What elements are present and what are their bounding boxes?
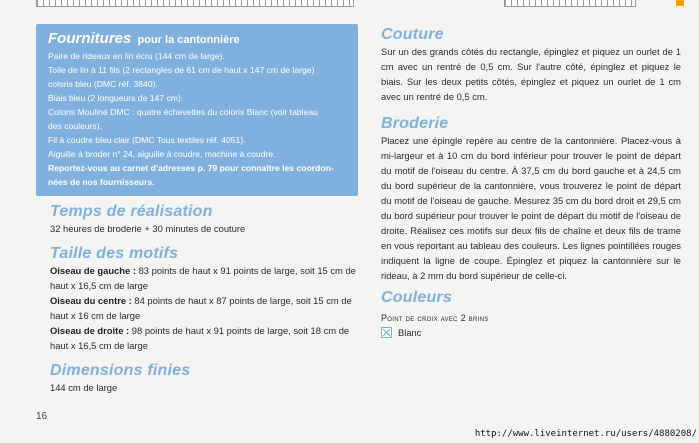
footer-url: http://www.liveinternet.ru/users/4880208/ [474, 429, 697, 439]
supplies-box [36, 24, 358, 196]
motif-text: 98 points de haut x 91 points de large, soit 18 cm de haut x 16,5 cm de large [50, 325, 350, 351]
supplies-line: Fil à coudre bleu clair (DMC Tous textiles réf. 4051). [48, 135, 246, 145]
stitch-label: Point de croix avec 2 brins [381, 313, 489, 323]
time-section [50, 203, 360, 236]
page-number: 16 [36, 411, 48, 422]
supplies-line: Biais bleu (2 longueurs de 147 cm). [48, 93, 184, 103]
supplies-line: coloris bleu (DMC réf. 3840). [48, 79, 158, 89]
grid-mark [676, 0, 684, 6]
dimensions-title: Dimensions finies [50, 362, 191, 379]
motif-label: Oiseau de droite : [50, 325, 130, 336]
supplies-line: des couleurs). [48, 121, 102, 131]
motifs-title: Taille des motifs [50, 245, 179, 262]
supplies-heading [48, 30, 348, 47]
supplies-subtitle: pour la cantonnière [137, 34, 240, 46]
supplies-line: Cotons Mouliné DMC : quatre échevettes du coloris Blanc (voir tableau [48, 107, 318, 117]
couture-text: Sur un des grands côtés du rectangle, épinglez et piquez un ourlet de 1 cm avec un rentré de 0,5 cm. Sur l'autre côté, épinglez et piquez le biais. Sur les deux petits côtés, épinglez et piquez un ourlet de 1 cm avec un rentré de 0,5 cm. [381, 46, 681, 102]
dimensions-text: 144 cm de large [50, 382, 118, 393]
couleurs-section [381, 289, 681, 338]
color-name: Blanc [398, 327, 422, 338]
color-row [381, 327, 681, 338]
cross-stitch-icon [381, 327, 392, 338]
supplies-line: Paire de rideaux en lin écru (144 cm de large). [48, 51, 225, 61]
supplies-line: Toile de lin à 11 fils (2 rectangles de 61 cm de haut x 147 cm de large) [48, 65, 315, 75]
supplies-line: Aiguille à broder n° 24, aiguille à coudre, machine à coudre. [48, 149, 276, 159]
motif-item [50, 323, 360, 353]
time-text: 32 heures de broderie + 30 minutes de couture [50, 223, 246, 234]
grid-strip-right [504, 0, 636, 7]
motif-text: 84 points de haut x 87 points de large, soit 15 cm de haut x 16 cm de large [50, 295, 352, 321]
motif-item [50, 263, 360, 293]
broderie-text: Placez une épingle repère au centre de la cantonnière. Placez-vous à mi-largeur et à 10 cm du bord inférieur pour trouver le point de départ du motif de l'oiseau du centre. À 37,5 cm du bord gauche et à 24,5 cm du bord supérieur de la cantonnière, vous trouverez le point de départ du motif de l'oiseau de gauche. Mesurez 35 cm du bord droit et 29,5 cm du bord supérieur pour trouver le point de départ du motif de l'oiseau de droite. Réalisez ces motifs sur deux fils de chaîne et deux fils de trame en vous reportant au tableau des couleurs. Les lignes pointillées rouges indiquent la ligne de coupe. Épinglez et piquez la cantonnière sur le rideau, à 2 mm du bord supérieur de celle-ci. [381, 135, 681, 281]
supplies-title: Fournitures [48, 30, 132, 47]
dimensions-section [50, 362, 360, 395]
grid-strip-left [36, 0, 354, 7]
motif-text: 83 points de haut x 91 points de large, soit 15 cm de haut x 16,5 cm de large [50, 265, 356, 291]
supplies-note: Reportez-vous au carnet d'adresses p. 79 pour connaître les coordon- [48, 163, 334, 173]
motifs-section [50, 245, 360, 353]
motif-item [50, 293, 360, 323]
couture-title: Couture [381, 26, 444, 43]
broderie-section [381, 115, 681, 283]
time-title: Temps de réalisation [50, 203, 213, 220]
broderie-title: Broderie [381, 115, 449, 132]
motif-label: Oiseau de gauche : [50, 265, 136, 276]
motif-label: Oiseau du centre : [50, 295, 132, 306]
couleurs-title: Couleurs [381, 289, 452, 306]
supplies-note: nées de nos fournisseurs. [48, 177, 155, 187]
couture-section [381, 26, 681, 104]
